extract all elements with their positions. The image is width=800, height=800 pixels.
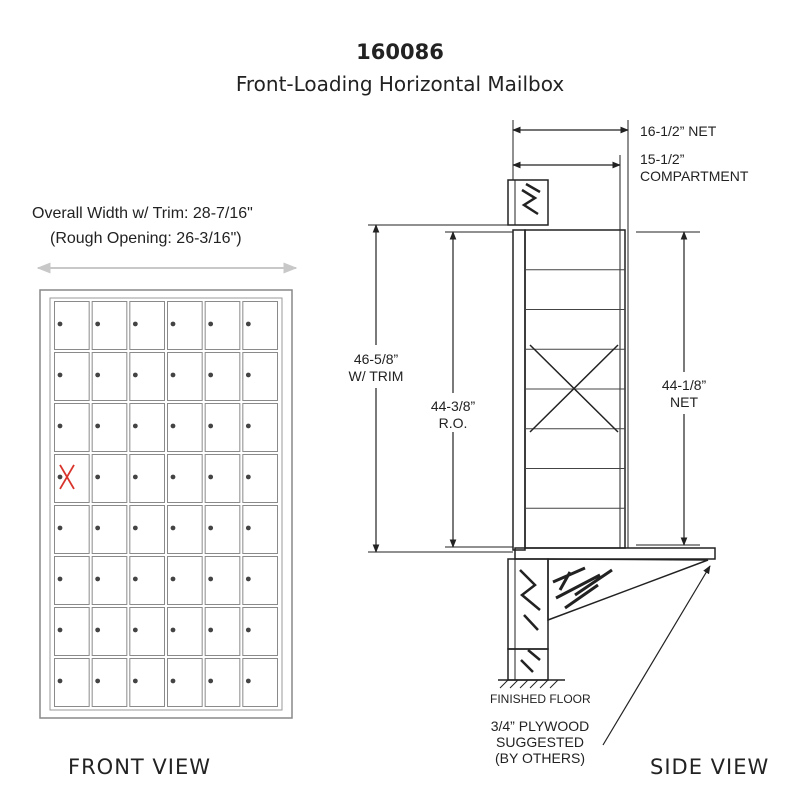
lock-icon	[58, 628, 63, 633]
lock-icon	[58, 373, 63, 378]
lock-icon	[246, 628, 251, 633]
lock-icon	[58, 424, 63, 429]
lock-icon	[246, 373, 251, 378]
rough-opening-label: (Rough Opening: 26-3/16")	[50, 230, 242, 247]
side-view	[368, 120, 715, 745]
lock-icon	[95, 322, 100, 327]
lock-icon	[58, 322, 63, 327]
lock-icon	[133, 424, 138, 429]
lock-icon	[246, 577, 251, 582]
lock-icon	[133, 628, 138, 633]
lock-icon	[208, 628, 213, 633]
plywood-shelf	[515, 548, 715, 559]
lock-icon	[95, 526, 100, 531]
side-view-label: SIDE VIEW	[650, 755, 770, 779]
lock-icon	[208, 373, 213, 378]
lock-icon	[133, 475, 138, 480]
model-number: 160086	[356, 40, 444, 64]
lock-icon	[171, 577, 176, 582]
lock-icon	[95, 628, 100, 633]
lock-icon	[246, 526, 251, 531]
lock-icon	[208, 577, 213, 582]
lock-icon	[246, 424, 251, 429]
front-trim	[513, 230, 525, 550]
height-trim-text: W/ TRIM	[348, 368, 404, 384]
lock-icon	[171, 322, 176, 327]
lock-icon	[95, 679, 100, 684]
lock-icon	[133, 526, 138, 531]
lock-icon	[208, 475, 213, 480]
lower-wall-framing	[508, 559, 548, 649]
lock-icon	[58, 526, 63, 531]
lock-icon	[208, 679, 213, 684]
diagram-title: Front-Loading Horizontal Mailbox	[235, 72, 565, 96]
lock-icon	[171, 475, 176, 480]
height-ro-value: 44-3/8”	[430, 398, 476, 414]
lock-icon	[208, 526, 213, 531]
lock-icon	[208, 322, 213, 327]
front-view-label: FRONT VIEW	[68, 755, 212, 779]
overall-width-label: Overall Width w/ Trim: 28-7/16"	[32, 205, 253, 222]
lock-icon	[171, 373, 176, 378]
lock-icon	[95, 373, 100, 378]
depth-net-label: 16-1/2” NET	[640, 123, 717, 139]
lock-icon	[58, 577, 63, 582]
lock-icon	[95, 424, 100, 429]
height-ro-text: R.O.	[438, 415, 468, 431]
lock-icon	[133, 679, 138, 684]
lock-icon	[246, 475, 251, 480]
lock-icon	[133, 577, 138, 582]
lock-icon	[133, 373, 138, 378]
plywood-label-3: (BY OTHERS)	[495, 750, 585, 766]
lock-icon	[171, 679, 176, 684]
height-net-value: 44-1/8”	[661, 377, 707, 393]
lock-icon	[171, 628, 176, 633]
compartment-label-value: 15-1/2”	[640, 151, 685, 167]
compartment-label-text: COMPARTMENT	[640, 168, 749, 184]
lock-icon	[208, 424, 213, 429]
lock-icon	[171, 424, 176, 429]
lock-icon	[246, 679, 251, 684]
lock-icon	[171, 526, 176, 531]
lock-icon	[58, 679, 63, 684]
lock-icon	[95, 475, 100, 480]
front-view	[38, 268, 296, 718]
lock-icon	[95, 577, 100, 582]
finished-floor-label: FINISHED FLOOR	[490, 692, 591, 706]
lock-icon	[246, 322, 251, 327]
plywood-label-2: SUGGESTED	[496, 734, 584, 750]
plywood-label-1: 3/4” PLYWOOD	[490, 718, 590, 734]
lock-icon	[133, 322, 138, 327]
height-trim-value: 46-5/8”	[353, 351, 399, 367]
lock-icon	[58, 475, 63, 480]
height-net-text: NET	[670, 394, 698, 410]
